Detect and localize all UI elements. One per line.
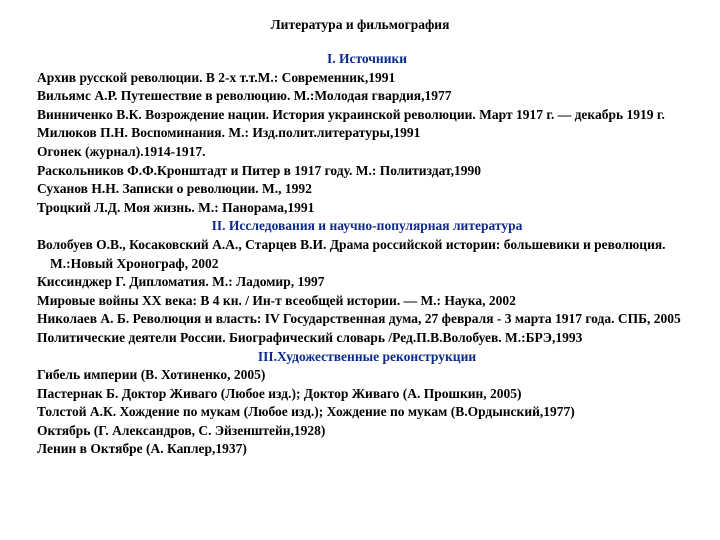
bibliography-entry: Политические деятели России. Биографический словарь /Ред.П.В.Волобуев. М.:БРЭ,1993 — [37, 329, 583, 345]
filmography-entry: Октябрь (Г. Александров, С. Эйзенштейн,1928) — [37, 422, 326, 438]
bibliography-entry: Архив русской революции. В 2-х т.т.М.: Современник,1991 — [37, 69, 396, 85]
bibliography-entry: Милюков П.Н. Воспоминания. М.: Изд.полит.литературы,1991 — [37, 125, 421, 141]
bibliography-entry: Волобуев О.В., Косаковский А.А., Старцев В.И. Драма российской истории: большевики и революция. М.:Новый Хронограф, 2002 — [37, 236, 666, 271]
section-heading-research: II. Исследования и научно-популярная литература — [211, 218, 523, 234]
bibliography-entry: Винниченко В.К. Возрождение нации. История украинской революции. Март 1917 г. — декабрь 1919 г. — [37, 106, 665, 122]
document-title: Литература и фильмография — [270, 17, 450, 32]
bibliography-entry: Огонек (журнал).1914-1917. — [37, 143, 206, 159]
section-heading-reconstructions: III.Художественные реконструкции — [257, 348, 477, 364]
bibliography-entry: Киссинджер Г. Дипломатия. М.: Ладомир, 1997 — [37, 274, 325, 290]
filmography-entry: Пастернак Б. Доктор Живаго (Любое изд.); Доктор Живаго (А. Прошкин, 2005) — [37, 385, 522, 401]
bibliography-entry: Вильямс А.Р. Путешествие в революцию. М.:Молодая гвардия,1977 — [37, 88, 452, 104]
bibliography-entry: Суханов Н.Н. Записки о революции. М., 1992 — [37, 181, 312, 197]
bibliography-content — [37, 50, 697, 459]
filmography-entry: Толстой А.К. Хождение по мукам (Любое изд.); Хождение по мукам (В.Ордынский,1977) — [37, 404, 575, 420]
section-heading-sources: I. Источники — [326, 51, 408, 66]
bibliography-entry: Мировые войны XX века: В 4 кн. / Ин-т всеобщей истории. — М.: Наука, 2002 — [37, 292, 516, 308]
bibliography-entry: Николаев А. Б. Революция и власть: IV Государственная дума, 27 февраля - 3 марта 1917 года. СПБ, 2005 — [37, 311, 681, 327]
filmography-entry: Гибель империи (В. Хотиненко, 2005) — [37, 367, 266, 383]
bibliography-entry: Раскольников Ф.Ф.Кронштадт и Питер в 1917 году. М.: Политиздат,1990 — [37, 162, 481, 178]
filmography-entry: Ленин в Октябре (А. Каплер,1937) — [37, 441, 247, 457]
bibliography-entry: Троцкий Л.Д. Моя жизнь. М.: Панорама,1991 — [37, 199, 315, 215]
